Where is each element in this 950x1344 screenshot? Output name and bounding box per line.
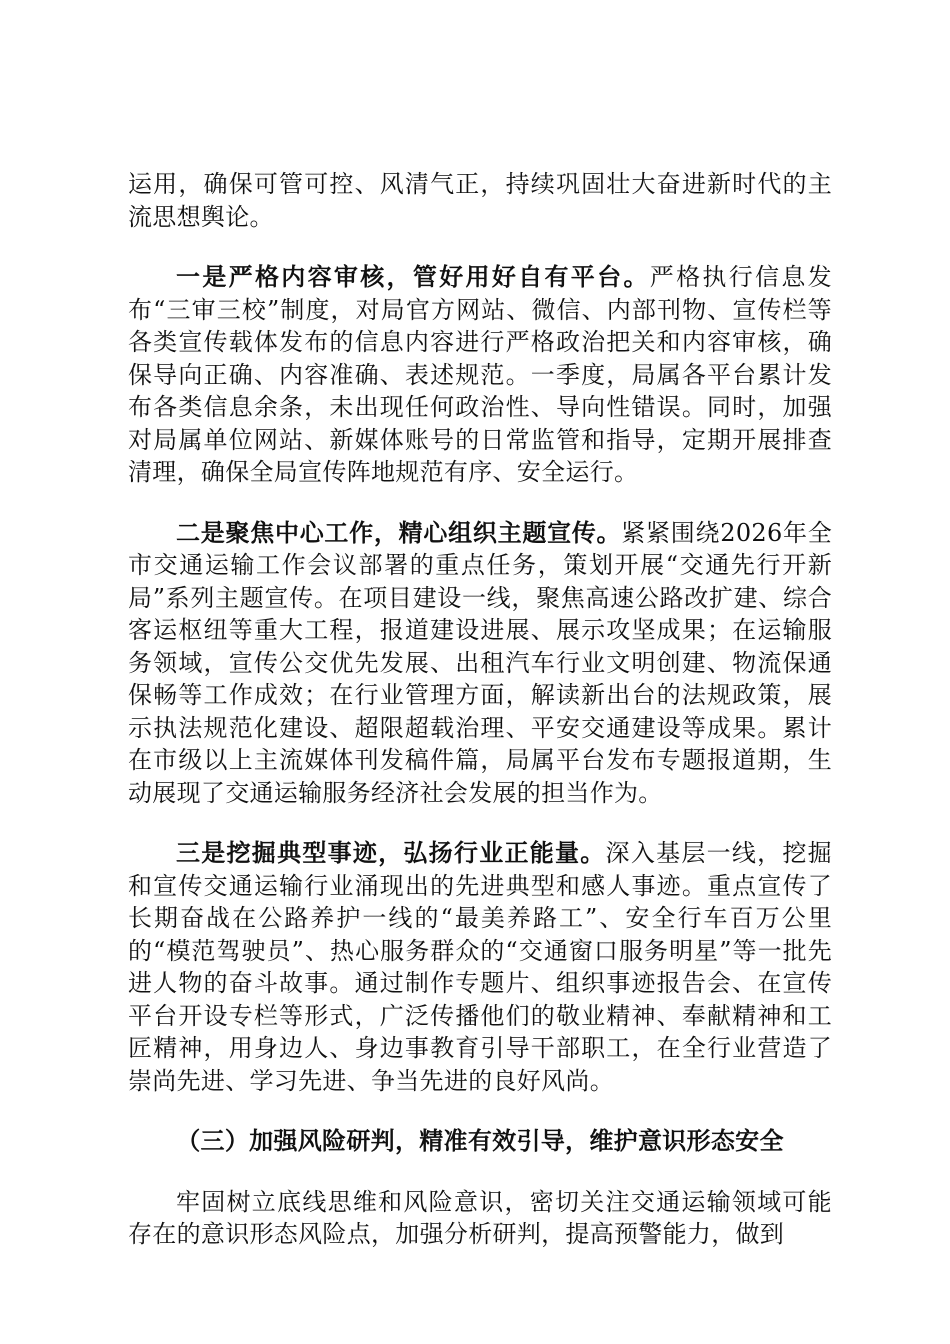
item2-body: 紧紧围绕2026年全市交通运输工作会议部署的重点任务，策划开展“交通先行开新局”系列主题宣传。在项目建设一线，聚焦高速公路改扩建、综合客运枢纽等重大工程，报道建设进展、展示攻坚成果；在运输服务领域，宣传公交优先发展、出租汽车行业文明创建、物流保通保畅等工作成效；在行业管理方面，解读新出台的法规政策，展示执法规范化建设、超限超载治理、平安交通建设等成果。累计在市级以上主流媒体刊发稿件篇，局属平台发布专题报道期，生动展现了交通运输服务经济社会发展的担当作为。 [128, 518, 833, 807]
item3-lead: 三是挖掘典型事迹，弘扬行业正能量。 [176, 838, 606, 867]
document-page [128, 168, 832, 1279]
item2-lead: 二是聚焦中心工作，精心组织主题宣传。 [176, 517, 622, 547]
item1-lead: 一是严格内容审核，管好用好自有平台。 [176, 262, 650, 291]
item1-paragraph [128, 261, 832, 489]
item1-body: 严格执行信息发布“三审三校”制度，对局官方网站、微信、内部刊物、宣传栏等各类宣传载体发布的信息内容进行严格政治把关和内容审核，确保导向正确、内容准确、表述规范。一季度，局属各平台累计发布各类信息余条，未出现任何政治性、导向性错误。同时，加强对局属单位网站、新媒体账号的日常监管和指导，定期开展排查清理，确保全局宣传阵地规范有序、安全运行。 [128, 263, 832, 486]
section3-heading: （三）加强风险研判，精准有效引导，维护意识形态安全 [176, 1126, 784, 1155]
item3-paragraph [128, 837, 832, 1097]
section3-paragraph: 牢固树立底线思维和风险意识，密切关注交通运输领域可能存在的意识形态风险点，加强分析研判，提高预警能力，做到 [128, 1187, 832, 1248]
item2-paragraph [128, 517, 832, 810]
item3-body: 深入基层一线，挖掘和宣传交通运输行业涌现出的先进典型和感人事迹。重点宣传了长期奋战在公路养护一线的“最美养路工”、安全行车百万公里的“模范驾驶员”、热心服务群众的“交通窗口服务明星”等一批先进人物的奋斗故事。通过制作专题片、组织事迹报告会、在宣传平台开设专栏等形式，广泛传播他们的敬业精神、奉献精神和工匠精神，用身边人、身边事教育引导干部职工，在全行业营造了崇尚先进、学习先进、争当先进的良好风尚。 [128, 839, 832, 1095]
intro-paragraph: 运用，确保可管可控、风清气正，持续巩固壮大奋进新时代的主流思想舆论。 [128, 170, 832, 231]
